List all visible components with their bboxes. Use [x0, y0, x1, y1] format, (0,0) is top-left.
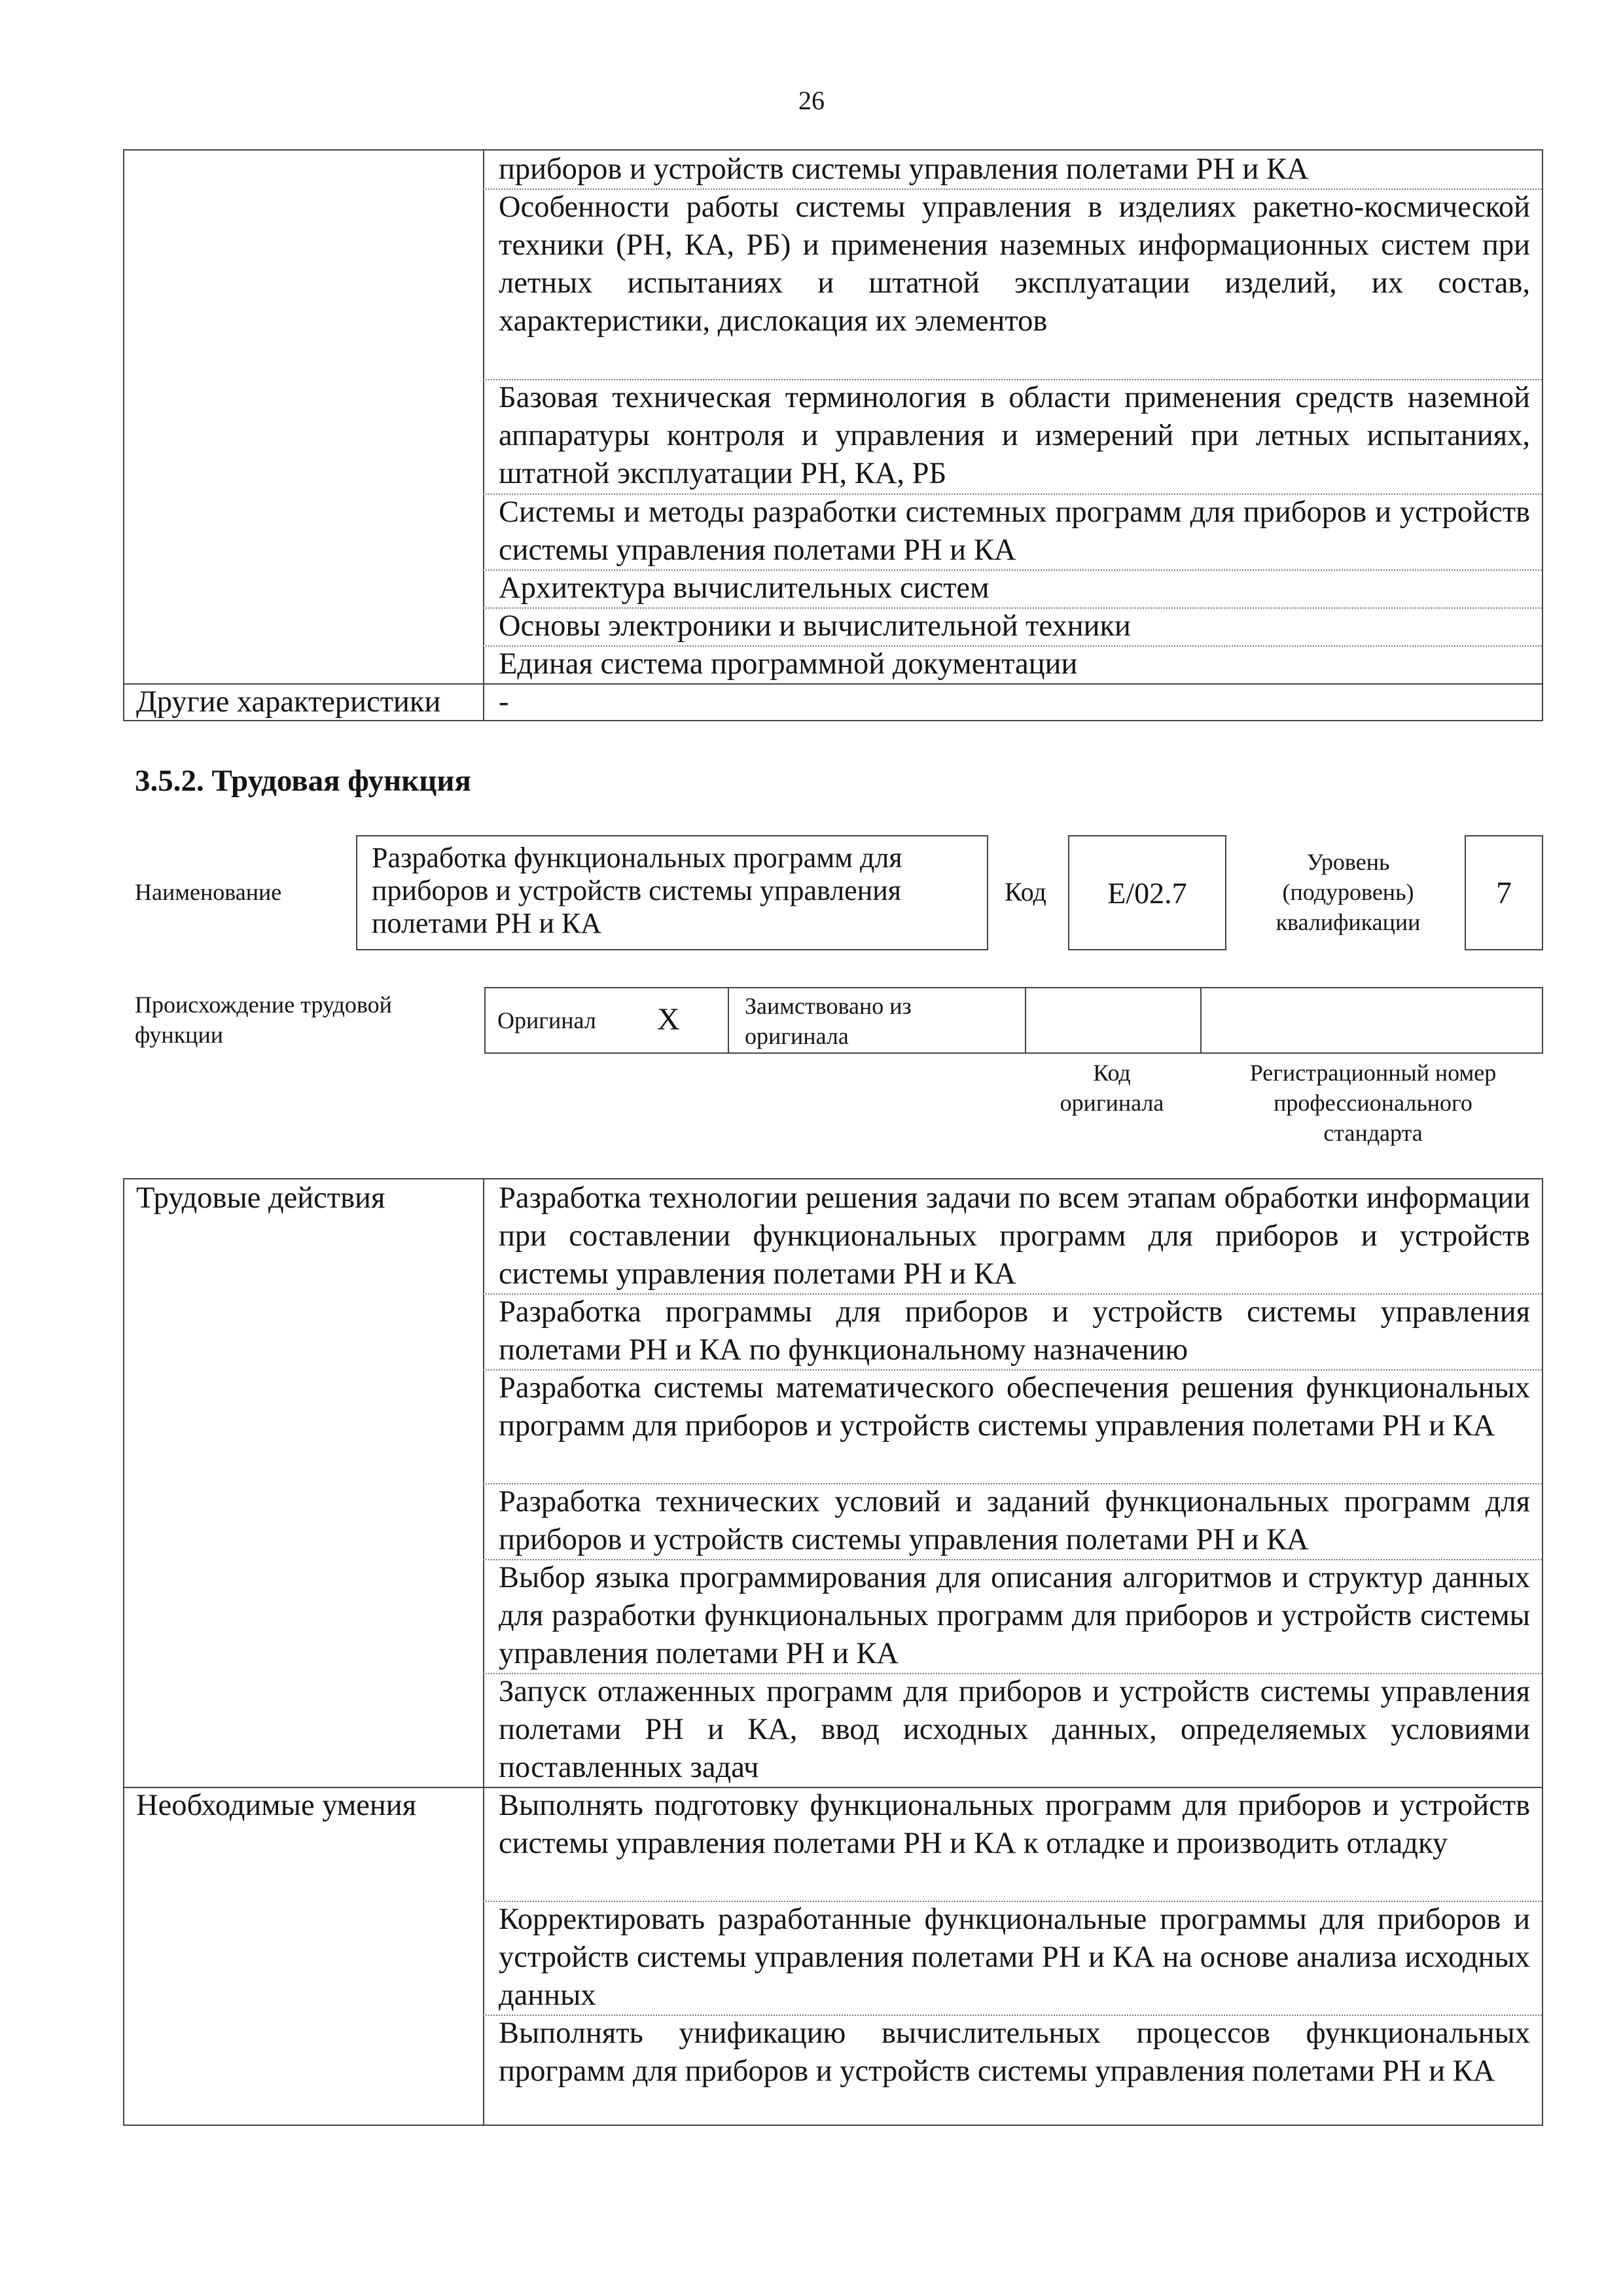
labor-action-item: Разработка технических условий и заданий функциональных программ для приборов и устройств системы управления полетами РН и КА	[499, 1485, 1530, 1556]
work-function-table	[123, 1178, 1543, 2126]
column-divider	[1200, 988, 1202, 1052]
original-label: Оригинал	[497, 1007, 596, 1033]
other-characteristics-value: -	[499, 685, 509, 719]
page-number: 26	[798, 86, 825, 115]
registration-number-caption: Регистрационный номер профессионального стандарта	[1249, 1060, 1497, 1146]
labor-action-item: Разработка системы математического обеспечения решения функциональных программ для приборов и устройств системы управления полетами РН и КА	[499, 1371, 1530, 1443]
knowledge-table-continued	[123, 149, 1543, 721]
level-box	[1465, 835, 1543, 950]
required-skill-item: Выполнять унификацию вычислительных процессов функциональных программ для приборов и устройств системы управления полетами РН и КА	[499, 2017, 1530, 2088]
function-name-value: Разработка функциональных программ для приборов и устройств системы управления полетами РН и КА	[372, 842, 902, 939]
section-heading: 3.5.2. Трудовая функция	[135, 764, 471, 798]
labor-action-item: Выбор языка программирования для описания алгоритмов и структур данных для разработки функциональных программ для приборов и устройств системы управления полетами РН и КА	[499, 1561, 1530, 1670]
column-divider	[728, 988, 729, 1052]
borrowed-label: Заимствовано из оригинала	[745, 993, 912, 1049]
level-value: 7	[1496, 875, 1512, 910]
knowledge-item: Базовая техническая терминология в области применения средств наземной аппаратуры контроля и управления и измерений при летных испытаниях, штатной эксплуатации РН, КА, РБ	[499, 381, 1530, 490]
code-value: E/02.7	[1107, 876, 1187, 910]
required-skills-label: Необходимые умения	[136, 1789, 417, 1822]
column-divider	[483, 151, 484, 720]
required-skill-item: Корректировать разработанные функциональные программы для приборов и устройств системы управления полетами РН и КА на основе анализа исходных данных	[499, 1903, 1530, 2012]
code-box	[1068, 835, 1226, 950]
knowledge-item: Архитектура вычислительных систем	[499, 571, 990, 605]
knowledge-item: Единая система программной документации	[499, 647, 1078, 681]
column-divider	[1025, 988, 1026, 1052]
knowledge-item: приборов и устройств системы управления полетами РН и КА	[499, 152, 1309, 186]
labor-actions-label: Трудовые действия	[136, 1181, 385, 1215]
knowledge-item: Основы электроники и вычислительной техники	[499, 609, 1131, 643]
function-name-box	[356, 835, 988, 950]
labor-action-item: Разработка программы для приборов и устройств системы управления полетами РН и КА по функциональному назначению	[499, 1295, 1530, 1367]
name-label: Наименование	[135, 879, 282, 905]
code-label: Код	[1005, 877, 1046, 906]
qualification-level-label: Уровень (подуровень) квалификации	[1275, 849, 1421, 935]
other-characteristics-label: Другие характеристики	[136, 685, 441, 719]
required-skill-item: Выполнять подготовку функциональных программ для приборов и устройств системы управления полетами РН и КА к отладке и производить отладку	[499, 1789, 1530, 1860]
labor-action-item: Разработка технологии решения задачи по всем этапам обработки информации при составлении функциональных программ для приборов и устройств системы управления полетами РН и КА	[499, 1181, 1530, 1291]
labor-action-item: Запуск отлаженных программ для приборов и устройств системы управления полетами РН и КА, ввод исходных данных, определяемых условиями поставленных задач	[499, 1675, 1530, 1784]
origin-table	[484, 987, 1543, 1054]
original-code-caption: Код оригинала	[1060, 1060, 1164, 1116]
knowledge-item: Системы и методы разработки системных программ для приборов и устройств системы управления полетами РН и КА	[499, 495, 1530, 567]
original-mark: X	[657, 1002, 680, 1037]
knowledge-item: Особенности работы системы управления в изделиях ракетно-космической техники (РН, КА, РБ) и применения наземных информационных систем при летных испытаниях и штатной эксплуатации изделий, их состав, характеристики, дислокация их элементов	[499, 190, 1530, 338]
column-divider	[483, 1179, 484, 2125]
origin-label: Происхождение трудовой функции	[135, 992, 392, 1048]
